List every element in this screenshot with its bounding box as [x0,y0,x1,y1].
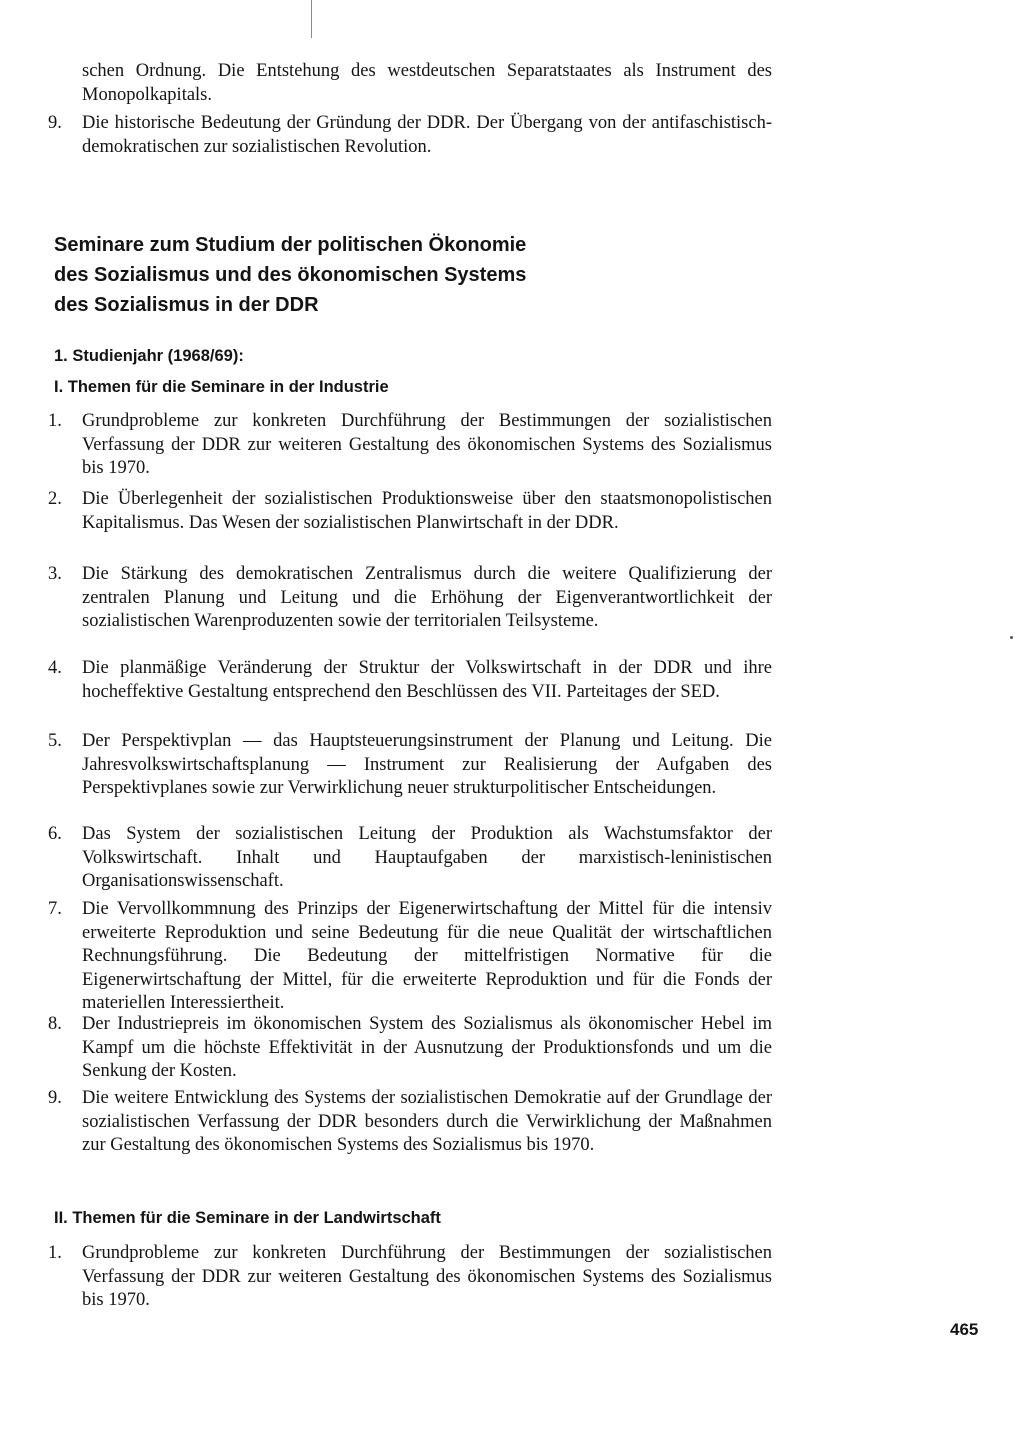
list-item-text: Das System der sozialistischen Leitung der Produktion als Wachstumsfaktor der Volkswirtschaft. Inhalt und Hauptaufgaben der marxistisch-leninistischen Organisationswissenschaft. [82,824,772,891]
list-item-number: 8. [48,1014,62,1034]
list-item-text: Grundprobleme zur konkreten Durchführung der Bestimmungen der sozialistischen Verfassung der DDR zur weiteren Gestaltung des ökonomischen Systems des Sozialismus bis 1970. [82,1243,772,1310]
industry-item-1 [48,410,772,481]
list-item-number: 1. [48,411,62,431]
list-item-number: 9. [48,1088,62,1108]
list-item-text: Grundprobleme zur konkreten Durchführung der Bestimmungen der sozialistischen Verfassung der DDR zur weiteren Gestaltung des ökonomischen Systems des Sozialismus bis 1970. [82,411,772,478]
list-item-number: 9. [48,113,62,133]
section-title-line: des Sozialismus in der DDR [54,294,319,316]
study-year-heading: 1. Studienjahr (1968/69): [54,347,244,365]
list-item [48,112,772,159]
industry-item-2 [48,488,772,535]
list-item-text: Die Stärkung des demokratischen Zentralismus durch die weitere Qualifizierung der zentralen Planung und Leitung und die Erhöhung der Eigenverantwortlichkeit der sozialistischen Warenproduzenten sowie der territorialen Teilsysteme. [82,564,772,631]
industry-item-8 [48,1013,772,1084]
industry-item-3 [48,563,772,634]
scan-speck [1010,636,1013,639]
list-item-number: 1. [48,1243,62,1263]
page-number: 465 [950,1320,979,1339]
list-item-number: 7. [48,899,62,919]
list-item-text: Die Überlegenheit der sozialistischen Produktionsweise über den staatsmonopolistischen Kapitalismus. Das Wesen der sozialistischen Planwirtschaft in der DDR. [82,489,772,533]
scan-gutter-line [311,0,312,38]
list-item-text: Die planmäßige Veränderung der Struktur der Volkswirtschaft in der DDR und ihre hocheffektive Gestaltung entsprechend den Beschlüssen des VII. Parteitages der SED. [82,658,772,702]
list-item-text: Die historische Bedeutung der Gründung der DDR. Der Übergang von der antifaschistisch-demokratischen zur sozialistischen Revolution. [82,113,772,157]
industry-item-9 [48,1087,772,1158]
list-item-text: Der Perspektivplan — das Hauptsteuerungsinstrument der Planung und Leitung. Die Jahresvolkswirtschaftsplanung — Instrument zur Realisierung der Aufgaben des Perspektivplanes sowie zur Verwirklichung neuer strukturpolitischer Entscheidungen. [82,731,772,798]
list-item-number: 2. [48,489,62,509]
section-title [54,230,654,320]
list-item-number: 4. [48,658,62,678]
industry-item-5 [48,730,772,801]
agriculture-item-1 [48,1242,772,1313]
list-item-text: Der Industriepreis im ökonomischen System des Sozialismus als ökonomischer Hebel im Kampf um die höchste Effektivität in der Ausnutzung der Produktionsfonds und um die Senkung der Kosten. [82,1014,772,1081]
list-item-number: 5. [48,731,62,751]
industry-heading: I. Themen für die Seminare in der Industrie [54,378,389,396]
industry-item-4 [48,657,772,704]
section-title-line: des Sozialismus und des ökonomischen Systems [54,264,527,286]
industry-item-7 [48,898,772,1016]
list-item-text: Die Vervollkommnung des Prinzips der Eigenerwirtschaftung der Mittel für die intensiv erweiterte Reproduktion und seine Bedeutung für die neue Qualität der wirtschaftlichen Rechnungsführung. Die Bedeutung der mittelfristigen Normative für die Eigenerwirtschaftung der Mittel, für die erweiterte Reproduktion und für die Fonds der materiellen Interessiertheit. [82,899,772,1013]
continued-paragraph: schen Ordnung. Die Entstehung des westdeutschen Separatstaates als Instrument des Monopolkapitals. [82,61,772,105]
industry-item-6 [48,823,772,894]
list-item-number: 6. [48,824,62,844]
list-item-number: 3. [48,564,62,584]
agriculture-heading: II. Themen für die Seminare in der Landwirtschaft [54,1209,441,1227]
section-title-line: Seminare zum Studium der politischen Ökonomie [54,234,527,256]
list-item-text: Die weitere Entwicklung des Systems der sozialistischen Demokratie auf der Grundlage der sozialistischen Verfassung der DDR besonders durch die Verwirklichung der Maßnahmen zur Gestaltung des ökonomischen Systems des Sozialismus bis 1970. [82,1088,772,1155]
